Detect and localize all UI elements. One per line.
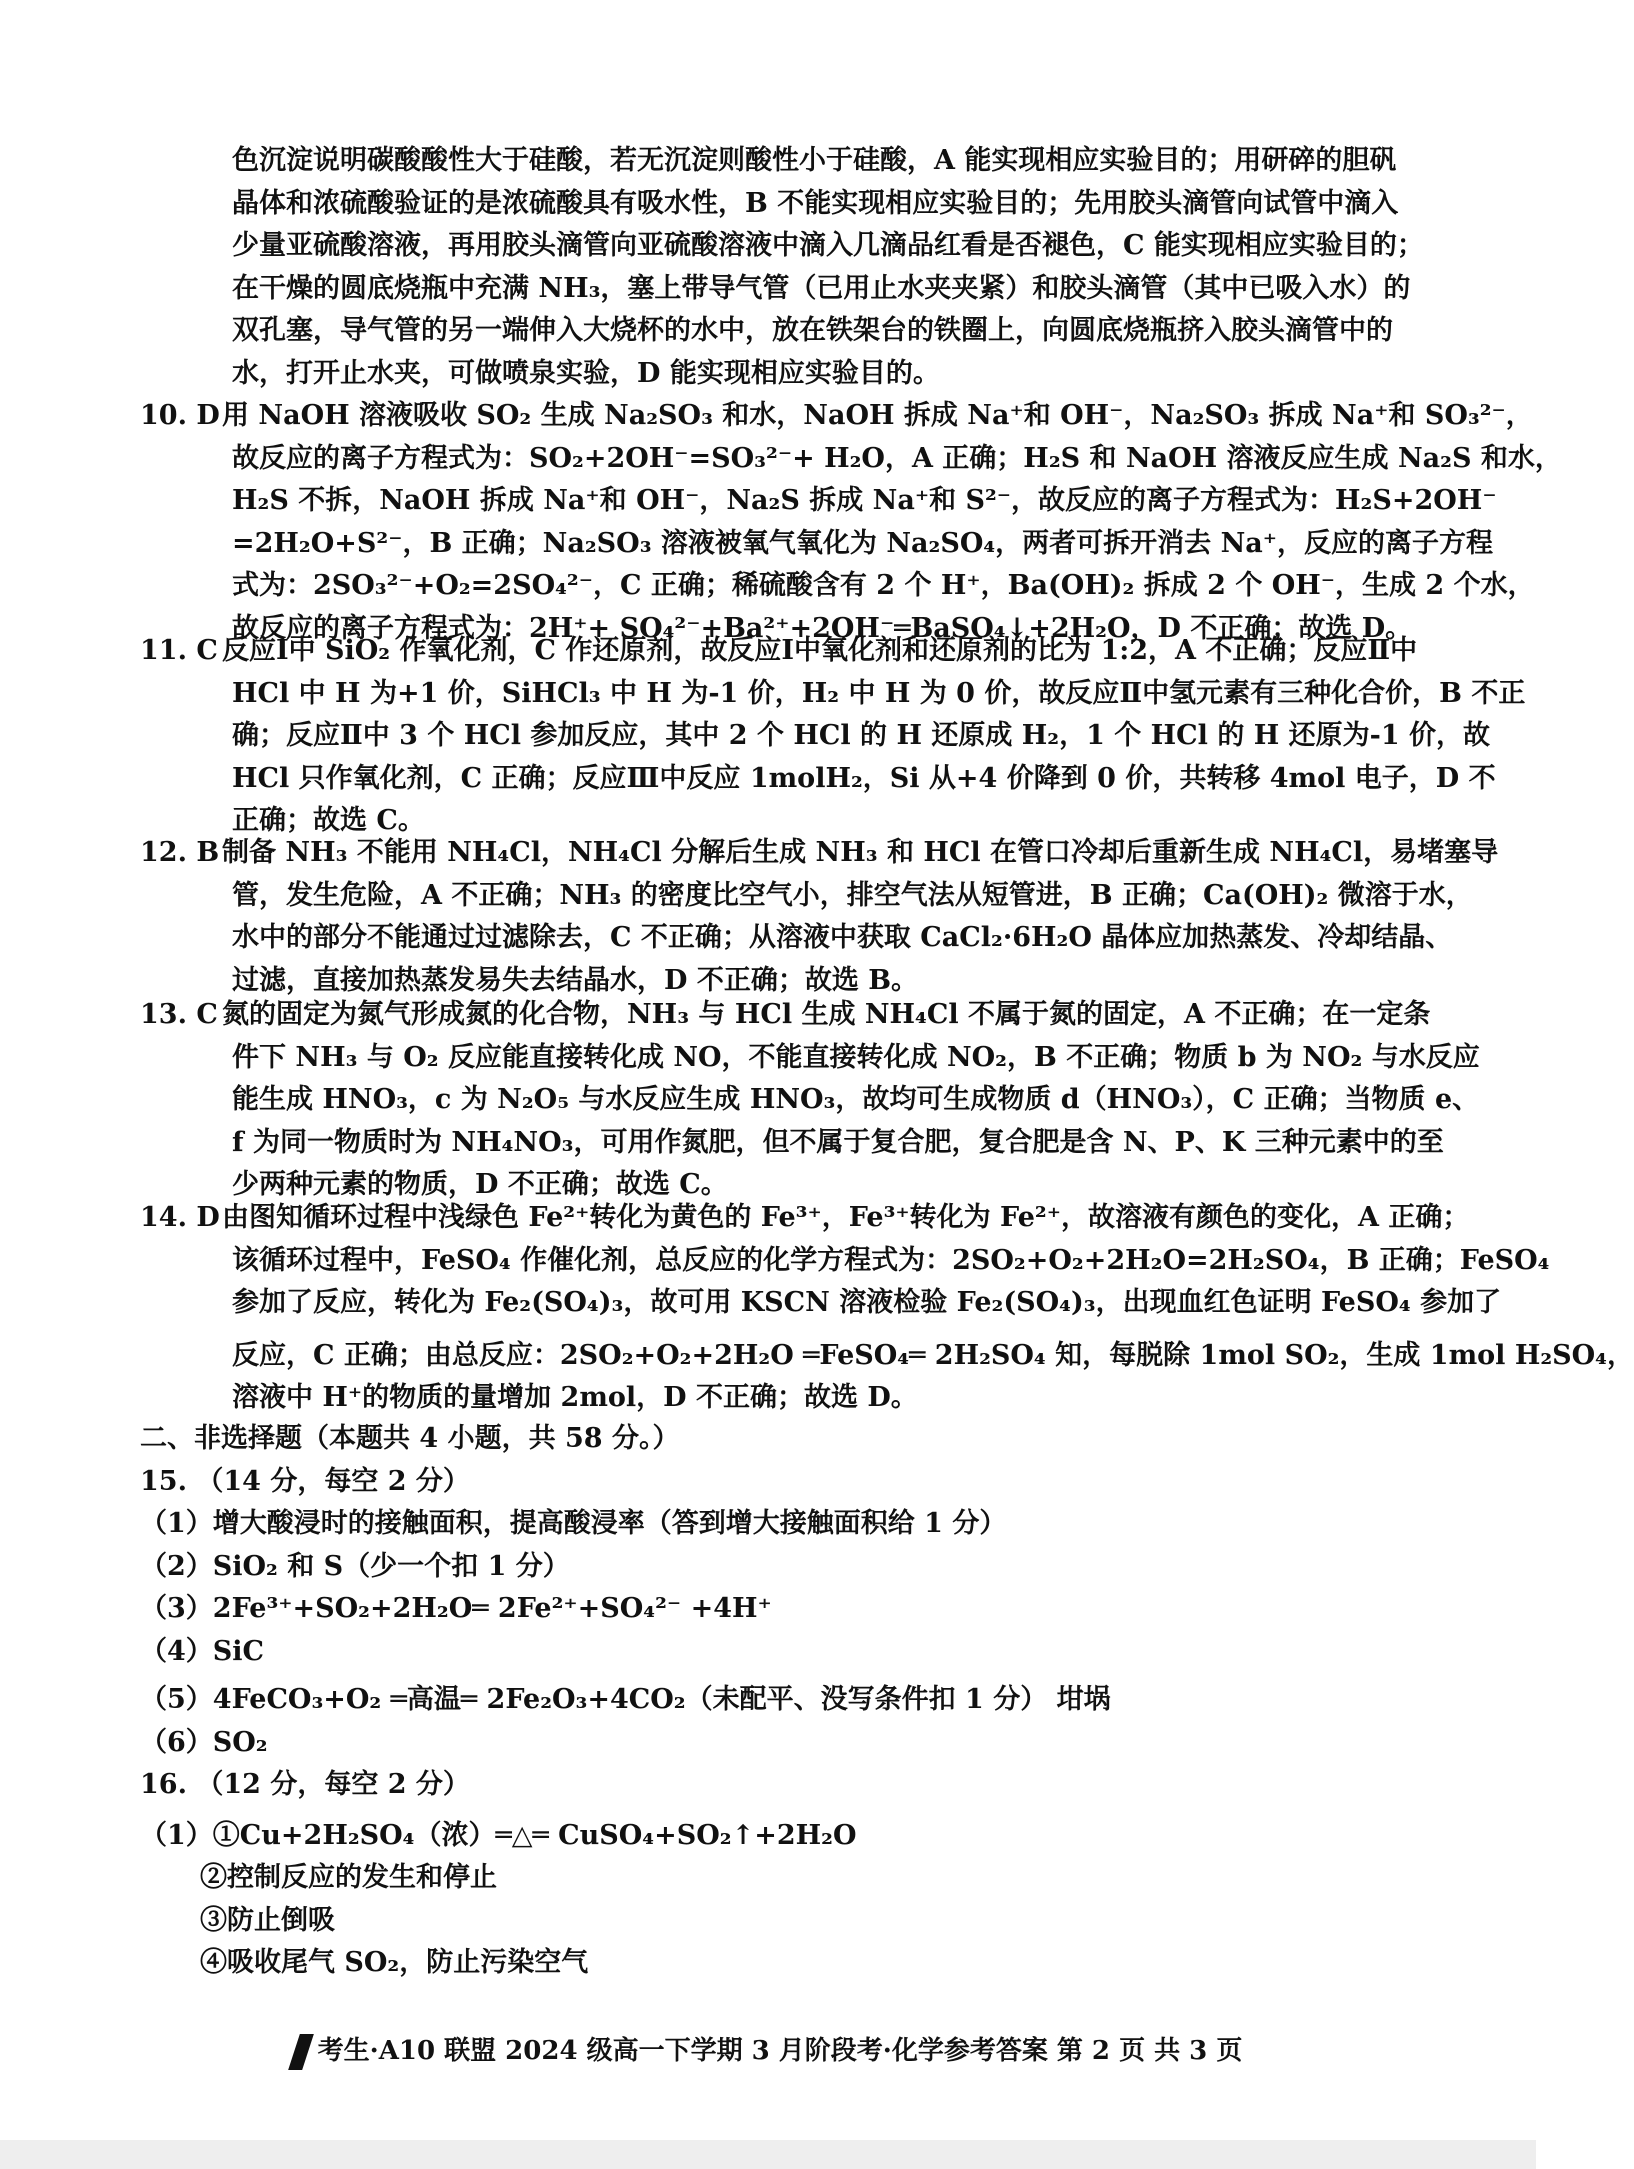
text-line: 能生成 HNO₃，c 为 N₂O₅ 与水反应生成 HNO₃，故均可生成物质 d（HNO₃），C 正确；当物质 e、 xyxy=(232,1084,1480,1115)
item-number: 14. D xyxy=(140,1202,220,1233)
answer-item-10 xyxy=(140,395,1562,650)
answer-line: （1）增大酸浸时的接触面积，提高酸浸率（答到增大接触面积给 1 分） xyxy=(140,1508,1007,1539)
item-number: 11. C xyxy=(140,635,218,666)
text-line: 色沉淀说明碳酸酸性大于硅酸，若无沉淀则酸性小于硅酸，A 能实现相应实验目的；用研碎的胆矾 xyxy=(232,145,1397,176)
text-line: 该循环过程中，FeSO₄ 作催化剂，总反应的化学方程式为：2SO₂+O₂+2H₂O=2H₂SO₄，B 正确；FeSO₄ xyxy=(232,1244,1550,1276)
item-number: 12. B xyxy=(140,837,220,868)
answer-line: （2）SiO₂ 和 S（少一个扣 1 分） xyxy=(140,1550,570,1582)
text-line: HCl 只作氧化剂，C 正确；反应Ⅲ中反应 1molH₂，Si 从+4 价降到 0 价，共转移 4mol 电子，D 不 xyxy=(232,762,1496,794)
text-line: 溶液中 H⁺的物质的量增加 2mol，D 不正确；故选 D。 xyxy=(232,1382,918,1413)
text-line: 过滤，直接加热蒸发易失去结晶水，D 不正确；故选 B。 xyxy=(232,964,919,996)
answer-line: ②控制反应的发生和停止 xyxy=(200,1862,497,1893)
text-line: 由图知循环过程中浅绿色 Fe²⁺转化为黄色的 Fe³⁺，Fe³⁺转化为 Fe²⁺，故溶液有颜色的变化，A 正确； xyxy=(222,1202,1470,1233)
answer-line: （1）①Cu+2H₂SO₄（浓）═△═ CuSO₄+SO₂↑+2H₂O xyxy=(140,1819,857,1851)
text-line: 制备 NH₃ 不能用 NH₄Cl，NH₄Cl 分解后生成 NH₃ 和 HCl 在管口冷却后重新生成 NH₄Cl，易堵塞导 xyxy=(222,837,1499,868)
answer-line: （6）SO₂ xyxy=(140,1726,268,1758)
text-line: 用 NaOH 溶液吸收 SO₂ 生成 Na₂SO₃ 和水，NaOH 拆成 Na⁺和 OH⁻，Na₂SO₃ 拆成 Na⁺和 SO₃²⁻， xyxy=(222,400,1533,431)
text-line: 管，发生危险，A 不正确；NH₃ 的密度比空气小，排空气法从短管进，B 正确；Ca(OH)₂ 微溶于水， xyxy=(232,879,1473,911)
text-line: 少量亚硫酸溶液，再用胶头滴管向亚硫酸溶液中滴入几滴品红看是否褪色，C 能实现相应实验目的； xyxy=(232,230,1424,261)
text-line: 故反应的离子方程式为：SO₂+2OH⁻=SO₃²⁻+ H₂O，A 正确；H₂S 和 NaOH 溶液反应生成 Na₂S 和水， xyxy=(232,442,1562,474)
text-line: =2H₂O+S²⁻，B 正确；Na₂SO₃ 溶液被氧气氧化为 Na₂SO₄，两者可拆开消去 Na⁺，反应的离子方程 xyxy=(232,527,1493,559)
text-line: 反应Ⅰ中 SiO₂ 作氧化剂，C 作还原剂，故反应Ⅰ中氧化剂和还原剂的比为 1:2，A 不正确；反应Ⅱ中 xyxy=(222,635,1418,666)
text-line: 参加了反应，转化为 Fe₂(SO₄)₃，故可用 KSCN 溶液检验 Fe₂(SO₄)₃，出现血红色证明 FeSO₄ 参加了 xyxy=(232,1287,1502,1318)
item-number: 13. C xyxy=(140,999,218,1030)
answer-item-13 xyxy=(140,994,1480,1207)
text-line: 件下 NH₃ 与 O₂ 反应能直接转化成 NO，不能直接转化成 NO₂，B 不正确；物质 b 为 NO₂ 与水反应 xyxy=(232,1041,1480,1073)
text-line: 晶体和浓硫酸验证的是浓硫酸具有吸水性，B 不能实现相应实验目的；先用胶头滴管向试管中滴入 xyxy=(232,187,1399,219)
answer-line: ③防止倒吸 xyxy=(200,1904,335,1936)
brand-logo-icon xyxy=(288,2034,314,2070)
answer-line: （4）SiC xyxy=(140,1635,265,1667)
section-heading: 二、非选择题（本题共 4 小题，共 58 分。） xyxy=(140,1423,680,1454)
scan-bottom-strip xyxy=(0,2140,1536,2169)
answer-line: （3）2Fe³⁺+SO₂+2H₂O═ 2Fe²⁺+SO₄²⁻ +4H⁺ xyxy=(140,1593,772,1624)
text-line: 确；反应Ⅱ中 3 个 HCl 参加反应，其中 2 个 HCl 的 H 还原成 H₂，1 个 HCl 的 H 还原为-1 价，故 xyxy=(232,720,1491,751)
footer-text: 考生·A10 联盟 2024 级高一下学期 3 月阶段考·化学参考答案 第 2 页 共 3 页 xyxy=(317,2036,1243,2066)
text-line: 式为：2SO₃²⁻+O₂=2SO₄²⁻，C 正确；稀硫酸含有 2 个 H⁺，Ba(OH)₂ 拆成 2 个 OH⁻，生成 2 个水， xyxy=(232,570,1535,601)
text-line: 双孔塞，导气管的另一端伸入大烧杯的水中，放在铁架台的铁圈上，向圆底烧瓶挤入胶头滴管中的 xyxy=(232,315,1393,346)
text-line: H₂S 不拆，NaOH 拆成 Na⁺和 OH⁻，Na₂S 拆成 Na⁺和 S²⁻，故反应的离子方程式为：H₂S+2OH⁻ xyxy=(232,485,1497,516)
answer-item-12 xyxy=(140,832,1499,1002)
text-line: 少两种元素的物质，D 不正确；故选 C。 xyxy=(232,1169,728,1200)
text-line: 正确；故选 C。 xyxy=(232,805,425,836)
text-line: 故反应的离子方程式为：2H⁺+ SO₄²⁻+Ba²⁺+2OH⁻═BaSO₄↓+2H₂O，D 不正确；故选 D。 xyxy=(232,612,1413,644)
item-number: 10. D xyxy=(140,400,220,431)
text-line: 水中的部分不能通过过滤除去，C 不正确；从溶液中获取 CaCl₂·6H₂O 晶体应加热蒸发、冷却结晶、 xyxy=(232,922,1453,953)
text-line: HCl 中 H 为+1 价，SiHCl₃ 中 H 为-1 价，H₂ 中 H 为 0 价，故反应Ⅱ中氢元素有三种化合价，B 不正 xyxy=(232,677,1526,709)
answer-item-11 xyxy=(140,630,1526,843)
text-line: 氮的固定为氮气形成氮的化合物，NH₃ 与 HCl 生成 NH₄Cl 不属于氮的固定，A 不正确；在一定条 xyxy=(222,999,1431,1030)
text-line: 在干燥的圆底烧瓶中充满 NH₃，塞上带导气管（已用止水夹夹紧）和胶头滴管（其中已吸入水）的 xyxy=(232,272,1411,304)
text-line: 反应，C 正确；由总反应：2SO₂+O₂+2H₂O ═FeSO₄═ 2H₂SO₄ 知，每脱除 1mol SO₂，生成 1mol H₂SO₄， xyxy=(232,1339,1634,1371)
question-15-title: 15. （14 分，每空 2 分） xyxy=(140,1465,470,1497)
answer-line: ④吸收尾气 SO₂，防止污染空气 xyxy=(200,1947,589,1978)
answer-line: （5）4FeCO₃+O₂ ═高温═ 2Fe₂O₃+4CO₂（未配平、没写条件扣 1 分） 坩埚 xyxy=(140,1684,1111,1715)
answer-item-14 xyxy=(140,1197,1634,1420)
section-nonchoice xyxy=(140,1418,1410,1985)
question-16-title: 16. （12 分，每空 2 分） xyxy=(140,1769,470,1800)
text-line: f 为同一物质时为 NH₄NO₃，可用作氮肥，但不属于复合肥，复合肥是含 N、P、K 三种元素中的至 xyxy=(232,1126,1444,1158)
continuation-paragraph xyxy=(140,140,1424,395)
page-footer xyxy=(0,2030,1536,2070)
text-line: 水，打开止水夹，可做喷泉实验，D 能实现相应实验目的。 xyxy=(232,357,940,389)
